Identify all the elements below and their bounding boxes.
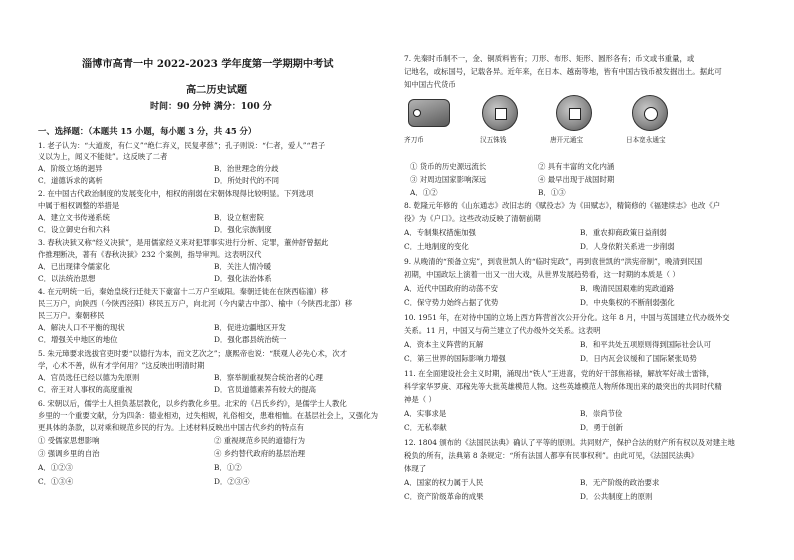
statement: ④ 乡约替代政府的基层治理 [214,449,306,458]
option: D．②③④ [214,477,250,486]
question-line: 11. 在全面建设社会主义时期，涌现出“铁人”王进喜，党的好干部焦裕禄，解放军好战士雷锋， [404,369,714,378]
option: A．官员选任已经以德为先原则 [38,373,140,382]
question-line: 关系。11 月，中国又与荷兰建立了代办级外交关系。这表明 [404,326,601,335]
option: A．①②③ [38,463,73,472]
option: D．人身依附关系进一步削弱 [580,242,675,251]
option: B．和平共处五项原则得到国际社会认可 [580,340,712,349]
question-line: 1. 老子认为：“大道废，有仁义”“绝仁弃义，民复孝慈”；孔子则说：“仁者，爱人”“君子 [38,141,326,150]
option: C．增强关中地区的地位 [38,335,118,344]
question-line: 4. 在元明统一后，秦始皇统行迁徙天下豪富十二万户至咸阳。秦朝迁徙在在陕西临潼）移 [38,287,329,296]
option: C．无私奉献 [404,423,447,432]
question-line: 中属于相权调整的举措是 [38,201,120,210]
exam-subtitle: 高二历史试题 [186,84,248,96]
question-line: 2. 在中国古代政治制度的发展变化中，相权的削弱在宋朝体现得比较明显。下列选项 [38,189,314,198]
question-line: 民三万户。秦朝移民 [38,311,105,320]
question-line: 初期，中国政坛上演着一出又一出大戏，从世界发展趋势看，这一时期的本质是（ ） [404,270,680,279]
statement: ① 货币的历史源远流长 [410,162,487,171]
knife-coin-image [408,99,450,127]
option: D．勇于创新 [580,423,623,432]
option: C．道德诉求的离析 [38,176,103,185]
option: B．促进边疆地区开发 [214,323,286,332]
question-line: 5. 朱元璋要求选拔官吏时要“以德行为本，而文艺次之”；康熙帝也说：“朕观人必先心术，次才 [38,349,347,358]
option: D．中央集权的不断削弱强化 [580,298,675,307]
question-line: 民三万户，向陕西（今陕西泾阳）移民五万户，向北河（今内蒙古中部）、榆中（今陕西北部）移 [38,299,353,308]
option: A．解决人口不平衡的现状 [38,323,125,332]
option: B．设立枢密院 [214,213,264,222]
option: D．强化郡县统治统一 [214,335,287,344]
right-column [404,0,756,560]
question-line: 记地名，或标国号，记载各异。近年来，在日本、越南等地，皆有中国古钱币被发掘出土。据此可 [404,67,722,76]
option: B．①③ [538,188,566,197]
option: D．强化宗族制度 [214,225,272,234]
kanei-coin-image [632,95,668,131]
statement: ② 具有丰富的文化内涵 [538,162,615,171]
left-column [38,0,392,560]
question-line: 10. 1951 年，在对待中国的立场上西方阵营首次公开分化。这年 8 月，中国与英国建立代办级外交 [404,313,730,322]
question-line: 作推理断决，著有《春秋决狱》232 个案例，指导审判。这表明汉代 [38,250,262,259]
coin-caption: 汉五铢钱 [480,136,507,144]
question-line: 知中国古代货币 [404,80,456,89]
coin-figure [404,95,756,144]
option: A．阶级立场的迥异 [38,164,103,173]
option: D．官员道德素养有较大的提高 [214,385,317,394]
option: C．保守势力始终占据了优势 [404,298,499,307]
coin-caption: 唐开元通宝 [550,136,583,144]
question-line: 9. 从晚清的“预备立宪”，到袁世凯人的“临时宪政”，再到袁世凯的“洪宪帝制”，晚清到民国 [404,257,703,266]
question-line: 学，心术不善，纵有才学何用？”这反映出明清时期 [38,361,205,370]
question-line: 乡里的一个重要文献，分为四条：德业相劝，过失相规，礼俗相交，患难相恤。在基层社会上，又强化为 [38,411,378,420]
option: B．晚清民国艰难的宪政道路 [580,284,675,293]
option: B．察举制重视契合统治者的心理 [214,373,323,382]
option: A．国家的权力属于人民 [404,478,484,487]
exam-info: 时间：90 分钟 满分：100 分 [150,102,272,112]
question-line: 8. 乾隆元年修的《山东通志》改旧志的《赋役志》为《田赋志》，精简修的《福建续志》也改《户 [404,201,721,210]
option: D．日内瓦会议缓和了国际紧张局势 [580,354,697,363]
question-line: 税负的所有，法典第 8 条规定：“所有法国人都享有民事权利”。由此可见，《法国民法典》 [404,451,699,460]
kaiyuan-coin-image [556,95,592,131]
option: D．强化法治体系 [214,274,272,283]
section-heading: 一、选择题：（本题共 15 小题，每小题 3 分，共 45 分） [38,126,257,136]
option: A．专制集权措施加强 [404,228,476,237]
question-line: 更具体的条款，以对乘和规范乡民的行为。上述材料反映出中国古代乡约的特点有 [38,423,305,432]
option: C．资产阶级革命的成果 [404,492,484,501]
question-line: 7. 先秦时币制不一，金、铜质料皆有；刀形、布形、矩形、圆形各有；币文或书重量，或 [404,54,695,63]
question-line: 役》为《户口》。这些改动反映了清朝前期 [404,214,541,223]
option: C．①③④ [38,477,74,486]
option: A．资本主义阵营的瓦解 [404,340,484,349]
option: A．近代中国政府的动荡不安 [404,284,499,293]
statement: ④ 最早出现于战国时期 [538,175,615,184]
option: A．已出现律令儒家化 [38,262,110,271]
question-line: 科学家华罗庚、邓稼先等大批英雄模范人物。这些英雄模范人物所体现出来的最突出的共同时代精 [404,382,722,391]
question-line: 义以为上，闻义不能徙”。这反映了二者 [38,152,168,161]
coin-caption: 日本宽永通宝 [626,136,666,144]
option: B．重农抑商政策日益削弱 [580,228,667,237]
question-line: 3. 春秋决狱又称“经义决狱”，是用儒家经义来对犯罪事实进行分析、定罪，董仲舒曾据此 [38,238,329,247]
option: B．①② [214,463,242,472]
option: C．土地制度的变化 [404,242,469,251]
option: B．崇尚节俭 [580,409,623,418]
option: A．①② [410,188,438,197]
option: B．无产阶级的政治要求 [580,478,660,487]
exam-title: 淄博市高青一中 2022-2023 学年度第一学期期中考试 [82,58,334,70]
option: C．设立御史台和六科 [38,225,111,234]
option: C．以法统治思想 [38,274,96,283]
option: C．帝王对人事权的高度重视 [38,385,133,394]
statement: ① 受儒家思想影响 [38,436,100,445]
option: A．建立文书传递系统 [38,213,110,222]
option: B．关注人情冷暖 [214,262,272,271]
question-line: 6. 宋朝以后，儒学士人担负基层教化，以乡约教化乡里。北宋的《吕氏乡约》，是儒学士人教化 [38,399,347,408]
option: B．治世理念的分歧 [214,164,279,173]
option: A．实事求是 [404,409,447,418]
statement: ② 重视规范乡民的道德行为 [214,436,306,445]
question-line: 体现了 [404,464,427,473]
statement: ③ 强调乡里的自治 [38,449,100,458]
question-line: 神是（ ） [404,395,436,404]
coin-caption: 齐刀币 [404,136,424,144]
option: C．第三世界的国际影响力增强 [404,354,506,363]
option: D．所处时代的不同 [214,176,280,185]
statement: ③ 对周边国家影响深远 [410,175,487,184]
question-line: 12. 1804 颁布的《法国民法典》确认了平等的原则。共同财产，保护合法的财产所有权以及对建主地 [404,438,735,447]
option: D．公共制度上的原则 [580,492,653,501]
wuzhu-coin-image [482,95,518,131]
